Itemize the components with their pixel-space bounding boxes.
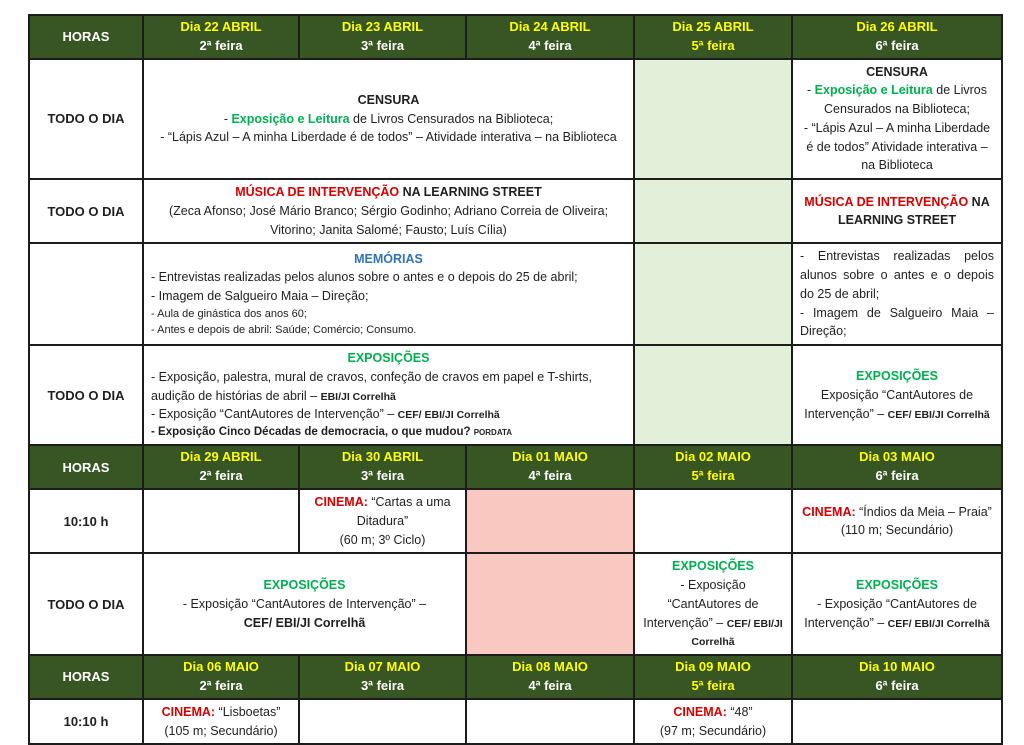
cinema-detail: (60 m; 3º Ciclo)	[339, 532, 426, 547]
day-header-01-maio	[466, 445, 634, 489]
day-weekday: 6ª feira	[875, 37, 919, 53]
censura-line2: - “Lápis Azul – A minha Liberdade é de todos” Atividade interativa – na Biblioteca	[803, 120, 991, 173]
cinema-entry	[151, 703, 291, 722]
censura-highlight: Exposição e Leitura	[814, 83, 933, 98]
exposicoes-time-cell: TODO O DIA	[29, 345, 143, 445]
exposicoes-line1-text: Exposição “CantAutores de Intervenção” –	[804, 387, 974, 421]
day-weekday: 4ª feira	[528, 468, 572, 484]
week1-table	[28, 14, 1003, 446]
memorias-time-cell	[29, 243, 143, 345]
day-weekday: 2ª feira	[199, 677, 243, 693]
cinema-label: CINEMA:	[802, 504, 856, 519]
day-header-29-abril	[143, 445, 299, 489]
cinema-title: “Cartas a uma Ditadura”	[356, 495, 451, 528]
day-header-03-maio	[792, 445, 1002, 489]
memorias-line1: - Entrevistas realizadas pelos alunos sobre o antes e o depois do 25 de abril;	[151, 270, 578, 285]
cinema-entry	[307, 493, 458, 531]
musica-friday-cell	[792, 179, 1002, 243]
musica-artists: (Zeca Afonso; José Mário Branco; Sérgio Godinho; Adriano Correia de Oliveira; Vitorino; Janita Salomé; Fausto; Luís Cília)	[168, 203, 609, 237]
day-weekday: 5ª feira	[691, 468, 735, 484]
day-date: Dia 23 ABRIL	[341, 19, 424, 34]
week3-header-row	[29, 655, 1002, 699]
exposicoes-line2-org: CEF/ EBI/JI Correlhã	[397, 409, 500, 422]
musica-title	[800, 193, 994, 231]
day-header-06-maio	[143, 655, 299, 699]
cinema-label: CINEMA:	[314, 495, 368, 510]
day-date: Dia 24 ABRIL	[509, 19, 591, 34]
censura-line1	[800, 81, 994, 119]
censura-time-cell: TODO O DIA	[29, 59, 143, 180]
cinema-detail: (110 m; Secundário)	[840, 523, 954, 538]
cinema-cell-03-maio	[792, 489, 1002, 553]
exposicoes-row	[29, 345, 1002, 445]
empty-cell-07-maio	[299, 699, 466, 745]
cinema-label: CINEMA:	[161, 704, 216, 719]
day-header-24-abril	[466, 15, 634, 59]
day-weekday: 2ª feira	[199, 37, 243, 53]
exposicoes-line2-org: CEF/ EBI/JI Correlhã	[243, 615, 366, 630]
day-date: Dia 29 ABRIL	[180, 449, 262, 465]
holiday-empty-cell	[634, 243, 792, 345]
day-header-08-maio	[466, 655, 634, 699]
cinema-time-cell: 10:10 h	[29, 699, 143, 745]
day-date: Dia 06 MAIO	[183, 659, 259, 675]
day-header-25-abril	[634, 15, 792, 59]
day-weekday: 5ª feira	[691, 677, 735, 693]
day-header-30-abril	[299, 445, 466, 489]
week2-header-row	[29, 445, 1002, 489]
memorias-line2: - Imagem de Salgueiro Maia – Direção;	[151, 289, 369, 304]
exposicoes-line1-org: CEF/ EBI/JI Correlhã	[691, 617, 783, 649]
memorias-friday-cell	[792, 243, 1002, 345]
exposicoes-main-cell-week2	[143, 553, 466, 655]
day-date: Dia 08 MAIO	[512, 659, 588, 675]
day-header-02-maio	[634, 445, 792, 489]
memorias-line1: - Entrevistas realizadas pelos alunos sobre o antes e o depois do 25 de abril;	[800, 249, 994, 301]
musica-time-cell: TODO O DIA	[29, 179, 143, 243]
censura-main-cell	[143, 59, 634, 180]
cinema-time-cell: 10:10 h	[29, 489, 143, 553]
exposicoes-line1-org: EBI/JI Correlhã	[320, 390, 396, 403]
cinema-row-week3	[29, 699, 1002, 745]
exposicoes-main-cell	[143, 345, 634, 445]
musica-row	[29, 179, 1002, 243]
cinema-cell-09-maio	[634, 699, 792, 745]
day-weekday: 3ª feira	[360, 468, 405, 484]
musica-title-red: MÚSICA DE INTERVENÇÃO	[235, 185, 400, 200]
day-date: Dia 02 MAIO	[675, 449, 751, 465]
empty-cell-29-abril	[143, 489, 299, 553]
exposicoes-title: EXPOSIÇÕES	[347, 351, 430, 366]
empty-cell-10-maio	[792, 699, 1002, 745]
exposicoes-title: EXPOSIÇÕES	[672, 559, 754, 574]
day-weekday: 3ª feira	[360, 37, 405, 53]
holiday-empty-cell-01-maio	[466, 489, 634, 553]
holiday-empty-cell	[634, 59, 792, 180]
cinema-title: “Índios da Meia – Praia”	[855, 504, 992, 519]
censura-line2: - “Lápis Azul – A minha Liberdade é de todos” – Atividade interativa – na Biblioteca	[160, 130, 617, 145]
exposicoes-row-week2	[29, 553, 1002, 655]
cinema-entry	[642, 703, 784, 722]
memorias-title: MEMÓRIAS	[354, 251, 423, 266]
exposicoes-cell-03-maio	[792, 553, 1002, 655]
day-weekday: 6ª feira	[875, 677, 919, 693]
horas-header-3: HORAS	[29, 655, 143, 699]
day-date: Dia 22 ABRIL	[180, 19, 262, 34]
horas-header-1: HORAS	[29, 15, 143, 59]
exposicoes-cell-02-maio	[634, 553, 792, 655]
day-weekday: 4ª feira	[528, 37, 572, 53]
cinema-detail: (105 m; Secundário)	[164, 723, 278, 738]
cinema-label: CINEMA:	[673, 704, 727, 719]
exposicoes-line1-org: CEF/ EBI/JI Correlhã	[887, 408, 990, 421]
empty-cell-02-maio	[634, 489, 792, 553]
censura-highlight: Exposição e Leitura	[231, 111, 350, 126]
day-header-22-abril	[143, 15, 299, 59]
musica-title-black: NA LEARNING STREET	[837, 194, 990, 228]
censura-title: CENSURA	[357, 92, 420, 107]
day-date: Dia 03 MAIO	[859, 449, 935, 465]
exposicoes-title: EXPOSIÇÕES	[856, 369, 938, 384]
censura-line1-rest: de Livros Censurados na Biblioteca;	[824, 83, 987, 117]
dash: -	[807, 83, 815, 98]
cinema-row-week2	[29, 489, 1002, 553]
day-header-23-abril	[299, 15, 466, 59]
day-header-26-abril	[792, 15, 1002, 59]
memorias-main-cell	[143, 243, 634, 345]
cinema-title: “48”	[726, 704, 753, 719]
exposicoes-line1	[151, 368, 626, 406]
cinema-detail: (97 m; Secundário)	[659, 723, 767, 738]
exposicoes-line2-text: - Exposição “CantAutores de Intervenção” –	[151, 407, 398, 422]
censura-friday-cell	[792, 59, 1002, 180]
musica-title-black: NA LEARNING STREET	[399, 185, 542, 200]
exposicoes-friday-cell	[792, 345, 1002, 445]
holiday-empty-cell-01-maio	[466, 553, 634, 655]
exposicoes-time-cell: TODO O DIA	[29, 553, 143, 655]
day-weekday: 5ª feira	[691, 37, 735, 53]
day-header-09-maio	[634, 655, 792, 699]
memorias-line3: - Aula de ginástica dos anos 60;	[151, 307, 307, 320]
exposicoes-line3	[151, 424, 626, 441]
exposicoes-line3-source: PORDATA	[473, 428, 513, 438]
empty-cell-08-maio	[466, 699, 634, 745]
exposicoes-line1-text: - Exposição “CantAutores de Intervenção” –	[643, 578, 759, 630]
cinema-cell-06-maio	[143, 699, 299, 745]
holiday-empty-cell	[634, 345, 792, 445]
exposicoes-line1-text: - Exposição “CantAutores de Intervenção” –	[804, 596, 977, 630]
memorias-line2: - Imagem de Salgueiro Maia – Direção;	[800, 305, 994, 339]
exposicoes-line1-org: CEF/ EBI/JI Correlhã	[887, 617, 990, 630]
week2-table	[28, 444, 1003, 656]
exposicoes-line2	[151, 405, 626, 424]
musica-title	[151, 183, 626, 202]
musica-title-red: MÚSICA DE INTERVENÇÃO	[804, 194, 969, 209]
day-date: Dia 25 ABRIL	[672, 19, 754, 34]
exposicoes-line1-text: - Exposição, palestra, mural de cravos, confeção de cravos em papel e T-shirts, audição de histórias de abril –	[151, 369, 592, 403]
day-date: Dia 26 ABRIL	[856, 19, 938, 34]
day-date: Dia 01 MAIO	[512, 449, 588, 465]
exposicoes-title: EXPOSIÇÕES	[263, 578, 346, 593]
day-header-10-maio	[792, 655, 1002, 699]
censura-title: CENSURA	[866, 64, 928, 79]
exposicoes-line1	[800, 595, 994, 633]
week1-header-row	[29, 15, 1002, 59]
cinema-cell-30-abril	[299, 489, 466, 553]
week3-table	[28, 654, 1003, 745]
schedule-tables	[28, 14, 1001, 745]
memorias-row	[29, 243, 1002, 345]
day-weekday: 6ª feira	[875, 468, 919, 484]
day-weekday: 2ª feira	[199, 468, 243, 484]
day-date: Dia 30 ABRIL	[341, 449, 424, 465]
horas-header-2: HORAS	[29, 445, 143, 489]
day-weekday: 3ª feira	[360, 677, 405, 693]
censura-line1	[151, 110, 626, 129]
holiday-empty-cell	[634, 179, 792, 243]
censura-row	[29, 59, 1002, 180]
day-date: Dia 07 MAIO	[344, 659, 421, 675]
day-date: Dia 09 MAIO	[675, 659, 751, 675]
exposicoes-line1: - Exposição “CantAutores de Intervenção” –	[182, 596, 427, 611]
cinema-title: “Lisboetas”	[215, 704, 281, 719]
day-header-07-maio	[299, 655, 466, 699]
dash: -	[223, 111, 232, 126]
exposicoes-line3-text: - Exposição Cinco Décadas de democracia, o que mudou?	[151, 426, 474, 439]
exposicoes-title: EXPOSIÇÕES	[856, 578, 938, 593]
memorias-line4: - Antes e depois de abril: Saúde; Comércio; Consumo.	[151, 324, 417, 337]
exposicoes-line1	[642, 576, 784, 651]
musica-main-cell	[143, 179, 634, 243]
day-date: Dia 10 MAIO	[859, 659, 935, 675]
cinema-entry	[800, 503, 994, 522]
exposicoes-line1	[800, 386, 994, 424]
day-weekday: 4ª feira	[528, 677, 572, 693]
censura-line1-rest: de Livros Censurados na Biblioteca;	[349, 111, 554, 126]
